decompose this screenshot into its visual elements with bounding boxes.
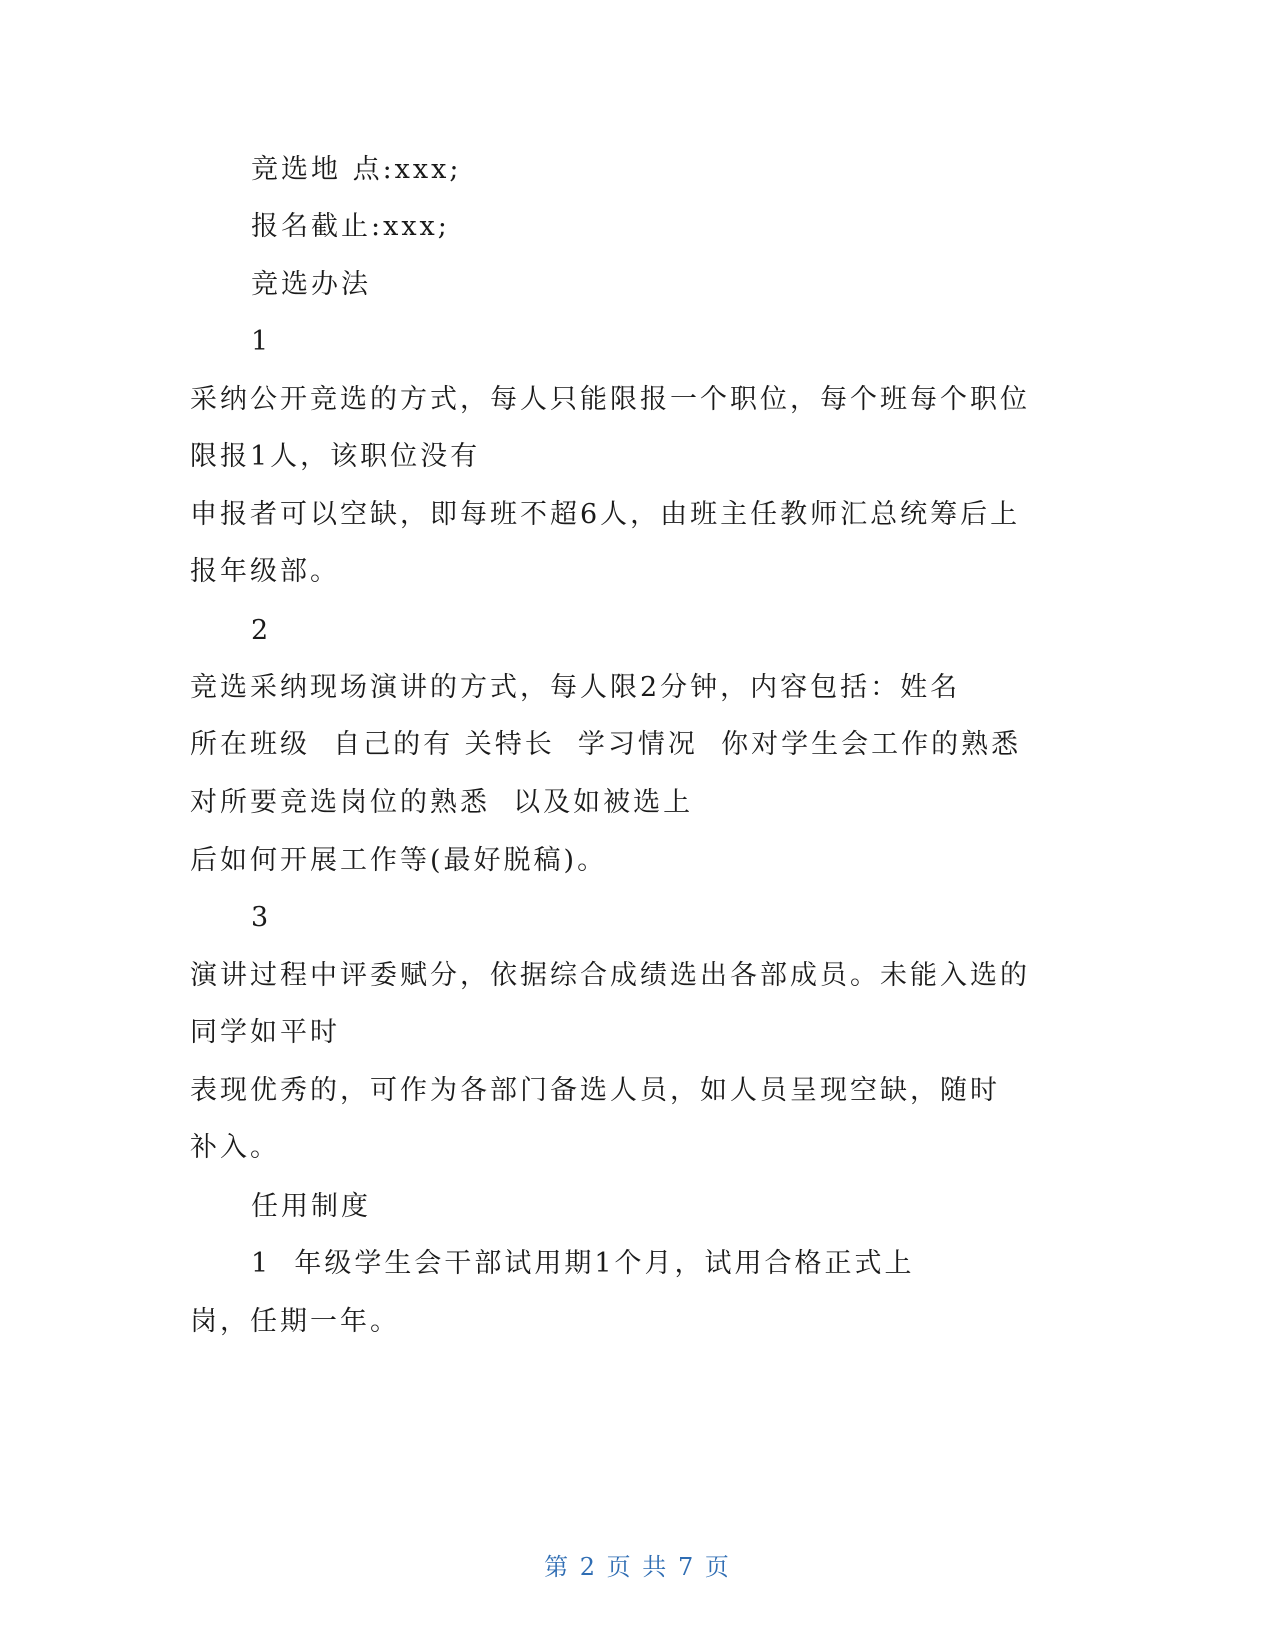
paragraph-line: 所在班级 自己的有 关特长 学习情况 你对学生会工作的熟悉 [190, 729, 1022, 760]
paragraph-line: 补入。 [190, 1132, 280, 1163]
section-heading-election-method: 竞选办法 [251, 269, 371, 300]
page-number-footer: 第 2 页 共 7 页 [544, 1553, 731, 1581]
paragraph-line: 同学如平时 [190, 1017, 340, 1048]
deadline-line: 报名截止:xxx; [251, 211, 450, 242]
paragraph-line: 1 年级学生会干部试用期1个月，试用合格正式上 [251, 1248, 915, 1279]
item-number-3: 3 [251, 902, 272, 933]
paragraph-line: 表现优秀的，可作为各部门备选人员，如人员呈现空缺，随时 [190, 1075, 1000, 1106]
paragraph-line: 对所要竞选岗位的熟悉 以及如被选上 [190, 787, 694, 818]
item-number-1: 1 [251, 326, 272, 357]
paragraph-line: 竞选采纳现场演讲的方式，每人限2分钟，内容包括：姓名 [190, 672, 961, 703]
paragraph-line: 演讲过程中评委赋分，依据综合成绩选出各部成员。未能入选的 [190, 960, 1030, 991]
paragraph-line: 申报者可以空缺，即每班不超6人，由班主任教师汇总统筹后上 [190, 499, 1021, 530]
paragraph-line: 岗，任期一年。 [190, 1306, 400, 1337]
venue-line: 竞选地 点:xxx; [251, 154, 462, 185]
paragraph-line: 采纳公开竞选的方式，每人只能限报一个职位，每个班每个职位 [190, 384, 1030, 415]
paragraph-line: 后如何开展工作等(最好脱稿)。 [190, 845, 608, 876]
paragraph-line: 限报1人，该职位没有 [190, 441, 481, 472]
item-number-2: 2 [251, 615, 272, 646]
section-heading-appointment-system: 任用制度 [251, 1191, 371, 1222]
paragraph-line: 报年级部。 [190, 556, 340, 587]
